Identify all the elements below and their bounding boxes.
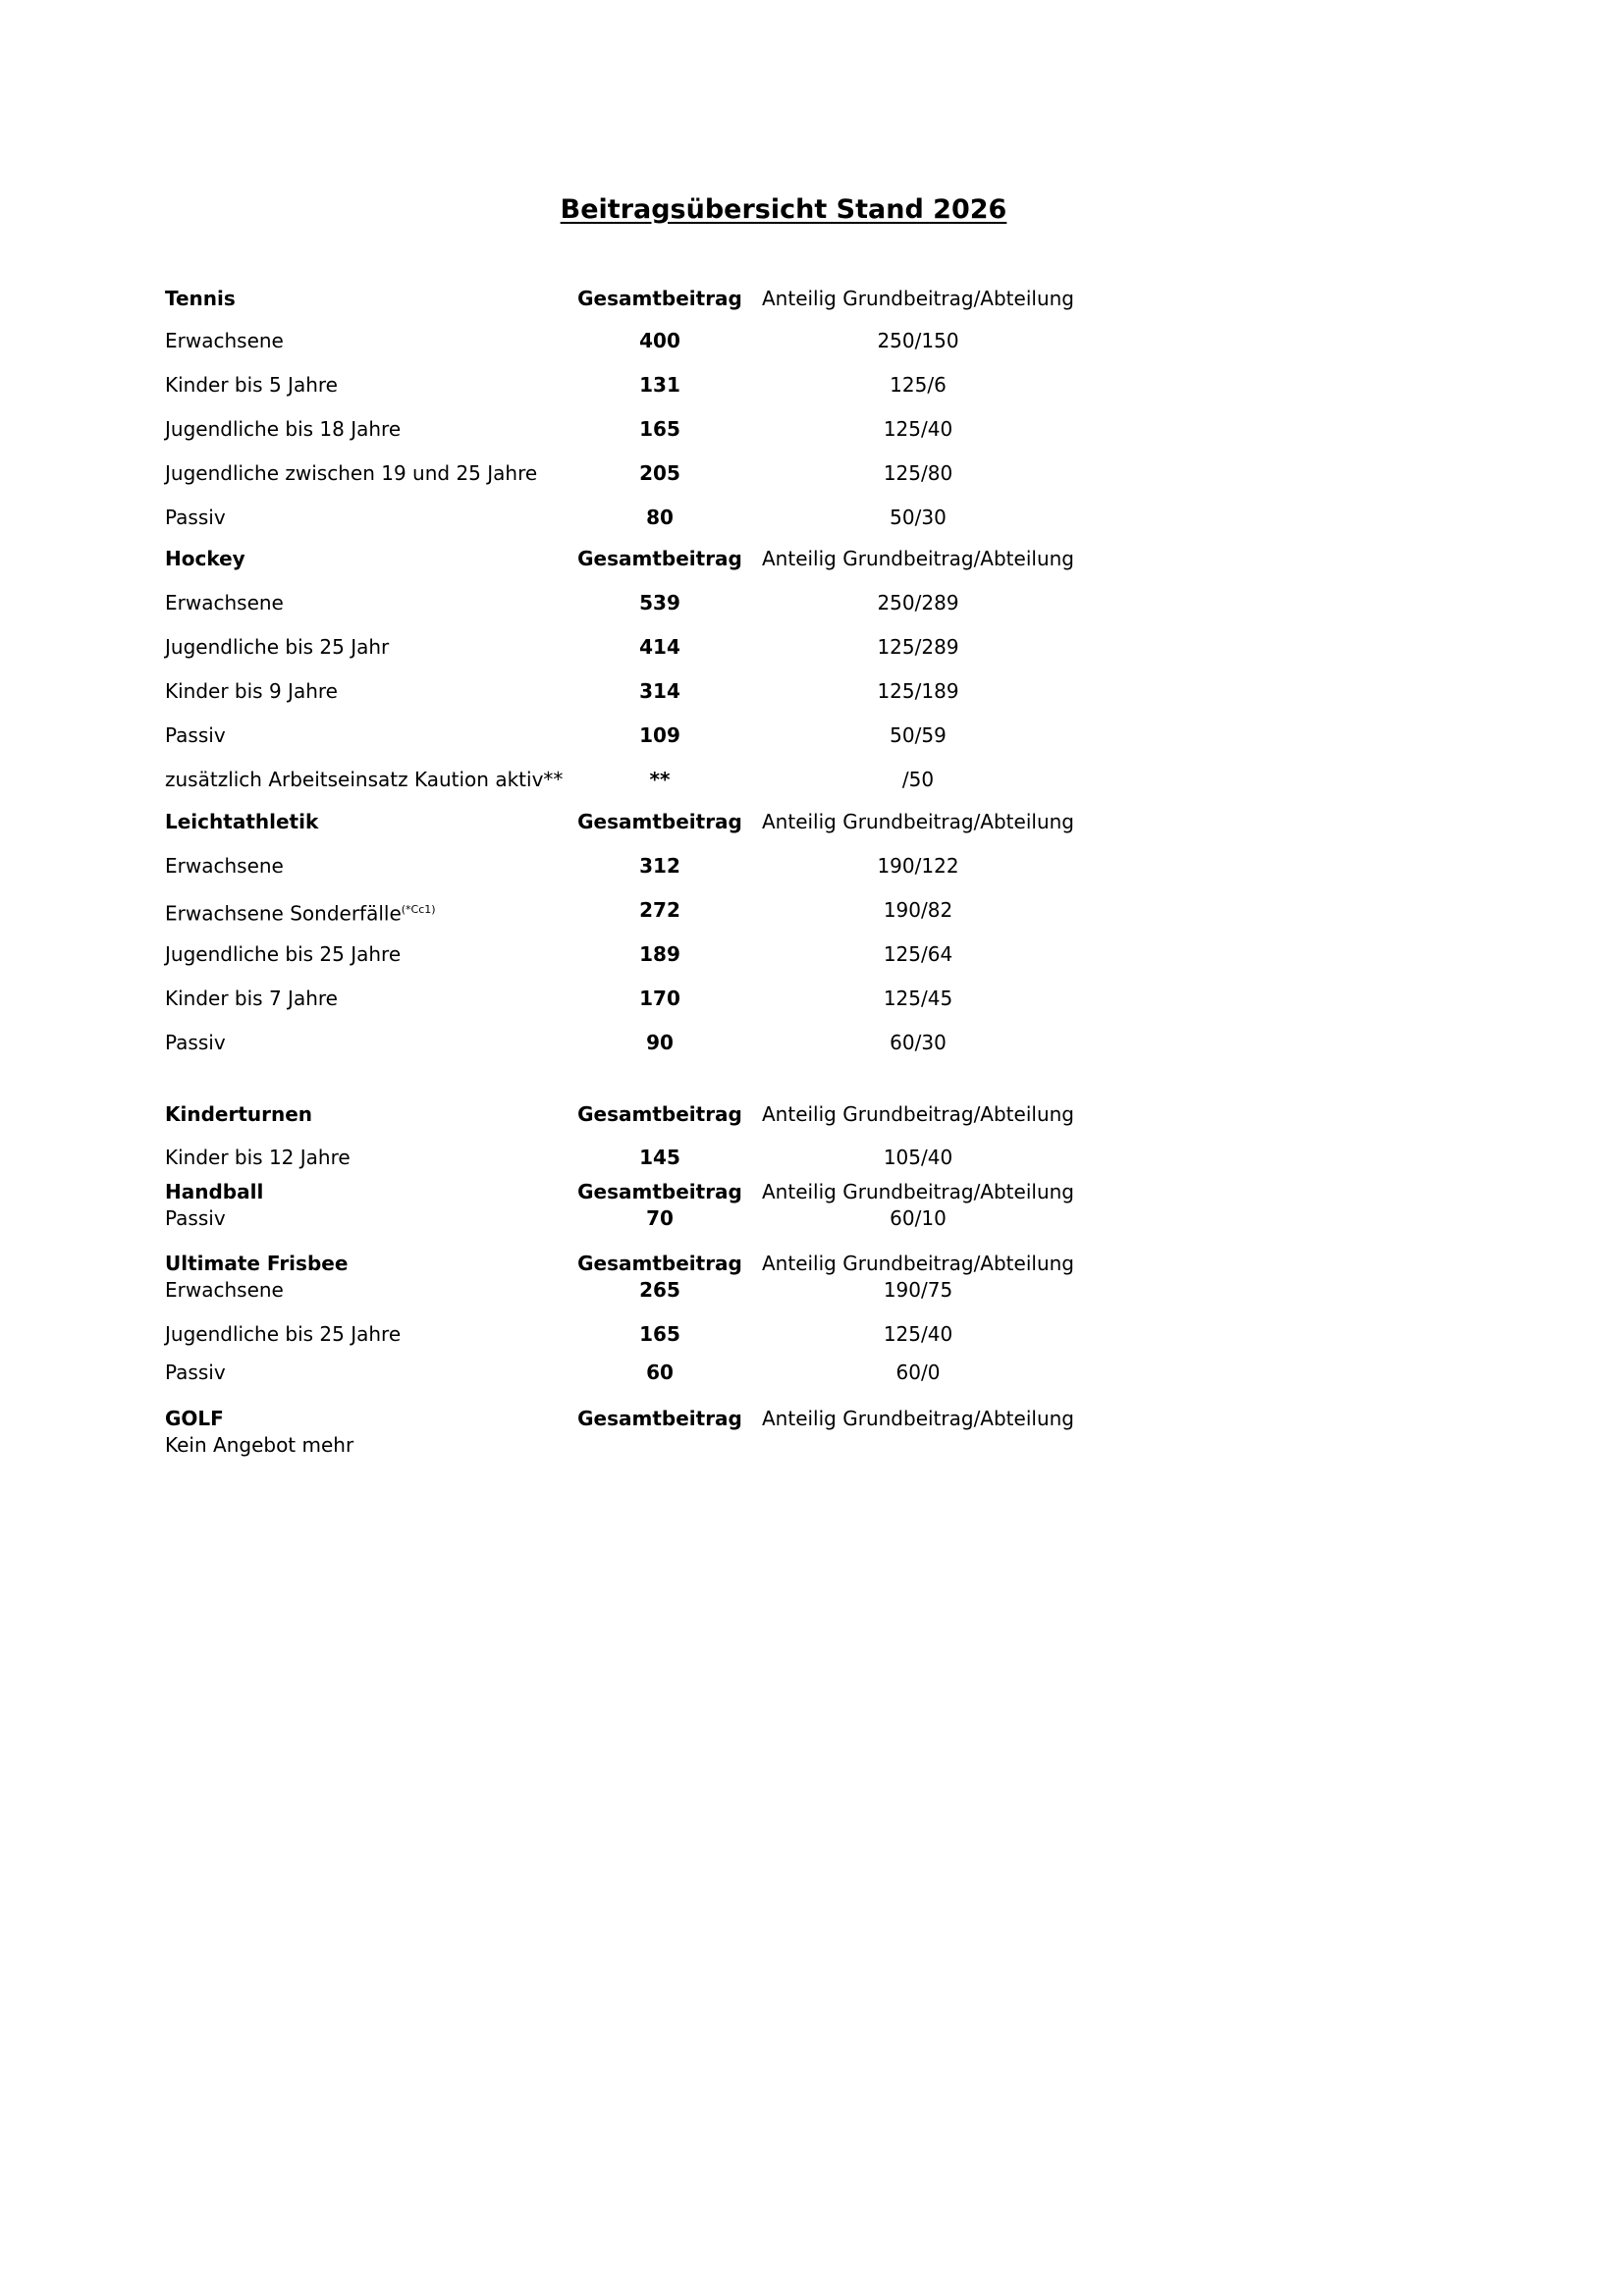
row-share: 125/289	[877, 635, 959, 659]
row-label: Jugendliche bis 25 Jahr	[165, 635, 390, 659]
column-header-total: Gesamtbeitrag	[577, 1252, 742, 1275]
column-header-total: Gesamtbeitrag	[577, 1407, 742, 1430]
row-share: 105/40	[883, 1146, 953, 1169]
row-share: 50/59	[890, 723, 947, 747]
row-share: 60/0	[895, 1361, 941, 1384]
row-total: 414	[639, 635, 680, 659]
row-total: **	[649, 768, 671, 791]
section-header	[0, 1100, 1624, 1128]
row-label: Jugendliche zwischen 19 und 25 Jahre	[165, 461, 538, 485]
table-row	[0, 459, 1624, 487]
row-share: 60/10	[890, 1206, 947, 1230]
row-total: 189	[639, 942, 680, 966]
row-total: 272	[639, 898, 680, 922]
table-row	[0, 1029, 1624, 1056]
row-label: Passiv	[165, 1206, 226, 1230]
row-share: 60/30	[890, 1031, 947, 1054]
row-total: 205	[639, 461, 680, 485]
column-header-share: Anteilig Grundbeitrag/Abteilung	[762, 1407, 1074, 1430]
row-share: 190/122	[877, 854, 959, 878]
row-share: 190/75	[883, 1278, 953, 1302]
table-row	[0, 1359, 1624, 1386]
table-row	[0, 415, 1624, 443]
column-header-share: Anteilig Grundbeitrag/Abteilung	[762, 1102, 1074, 1126]
section-header	[0, 1405, 1624, 1432]
row-total: 70	[646, 1206, 674, 1230]
table-row	[0, 504, 1624, 531]
row-label: Erwachsene	[165, 329, 284, 352]
row-label: Erwachsene	[165, 1278, 284, 1302]
section-title: Ultimate Frisbee	[165, 1252, 349, 1275]
row-total: 90	[646, 1031, 674, 1054]
row-share: 250/289	[877, 591, 959, 614]
row-label: Kein Angebot mehr	[165, 1433, 354, 1457]
row-total: 145	[639, 1146, 680, 1169]
column-header-share: Anteilig Grundbeitrag/Abteilung	[762, 547, 1074, 570]
row-share: 50/30	[890, 506, 947, 529]
row-total: 170	[639, 987, 680, 1010]
table-row	[0, 371, 1624, 399]
row-total: 60	[646, 1361, 674, 1384]
section-title: Hockey	[165, 547, 245, 570]
table-row	[0, 1431, 1624, 1459]
column-header-share: Anteilig Grundbeitrag/Abteilung	[762, 1252, 1074, 1275]
row-share: 125/80	[883, 461, 953, 485]
section-title: Tennis	[165, 287, 236, 310]
section-header	[0, 808, 1624, 835]
column-header-total: Gesamtbeitrag	[577, 287, 742, 310]
row-share: 125/64	[883, 942, 953, 966]
row-label: Jugendliche bis 25 Jahre	[165, 1322, 402, 1346]
section-header	[0, 1250, 1624, 1277]
table-row	[0, 327, 1624, 354]
column-header-total: Gesamtbeitrag	[577, 1180, 742, 1203]
table-row	[0, 1204, 1624, 1232]
column-header-total: Gesamtbeitrag	[577, 547, 742, 570]
table-row	[0, 1320, 1624, 1348]
row-label: Passiv	[165, 723, 226, 747]
row-total: 265	[639, 1278, 680, 1302]
table-row	[0, 633, 1624, 661]
page-title: Beitragsübersicht Stand 2026	[560, 194, 1007, 225]
row-share: 190/82	[883, 898, 953, 922]
row-total: 312	[639, 854, 680, 878]
row-label: Kinder bis 5 Jahre	[165, 373, 338, 397]
row-share: 250/150	[877, 329, 959, 352]
row-label: Erwachsene Sonderfälle$^{(*Cc1)}$	[165, 901, 436, 926]
section-title: Leichtathletik	[165, 810, 319, 833]
table-row	[0, 677, 1624, 705]
section-title: Kinderturnen	[165, 1102, 313, 1126]
table-row	[0, 940, 1624, 968]
section-title: GOLF	[165, 1407, 224, 1430]
row-share: 125/40	[883, 417, 953, 441]
column-header-total: Gesamtbeitrag	[577, 810, 742, 833]
row-label: Kinder bis 12 Jahre	[165, 1146, 351, 1169]
row-label: Passiv	[165, 506, 226, 529]
column-header-share: Anteilig Grundbeitrag/Abteilung	[762, 287, 1074, 310]
section-header	[0, 285, 1624, 312]
row-label: Jugendliche bis 25 Jahre	[165, 942, 402, 966]
row-total: 165	[639, 417, 680, 441]
row-label: Erwachsene	[165, 591, 284, 614]
row-total: 400	[639, 329, 680, 352]
row-total: 165	[639, 1322, 680, 1346]
section-title: Handball	[165, 1180, 264, 1203]
row-share: 125/40	[883, 1322, 953, 1346]
column-header-total: Gesamtbeitrag	[577, 1102, 742, 1126]
footnote-marker: (*Cc1)	[401, 903, 436, 916]
table-row	[0, 896, 1624, 924]
table-row	[0, 1276, 1624, 1304]
row-share: 125/45	[883, 987, 953, 1010]
table-row	[0, 1144, 1624, 1171]
row-total: 109	[639, 723, 680, 747]
row-label: Erwachsene	[165, 854, 284, 878]
table-row	[0, 721, 1624, 749]
row-total: 314	[639, 679, 680, 703]
table-row	[0, 852, 1624, 880]
section-header	[0, 545, 1624, 572]
column-header-share: Anteilig Grundbeitrag/Abteilung	[762, 1180, 1074, 1203]
row-total: 80	[646, 506, 674, 529]
table-row	[0, 766, 1624, 793]
row-label: Jugendliche bis 18 Jahre	[165, 417, 402, 441]
row-label: Passiv	[165, 1361, 226, 1384]
row-share: 125/189	[877, 679, 959, 703]
row-label: Kinder bis 9 Jahre	[165, 679, 338, 703]
table-row	[0, 589, 1624, 616]
column-header-share: Anteilig Grundbeitrag/Abteilung	[762, 810, 1074, 833]
row-label: Passiv	[165, 1031, 226, 1054]
row-label: zusätzlich Arbeitseinsatz Kaution aktiv**	[165, 768, 564, 791]
row-label: Kinder bis 7 Jahre	[165, 987, 338, 1010]
row-total: 539	[639, 591, 680, 614]
table-row	[0, 985, 1624, 1012]
row-share: 125/6	[890, 373, 947, 397]
row-share: /50	[901, 768, 935, 791]
section-header	[0, 1178, 1624, 1205]
row-total: 131	[639, 373, 680, 397]
